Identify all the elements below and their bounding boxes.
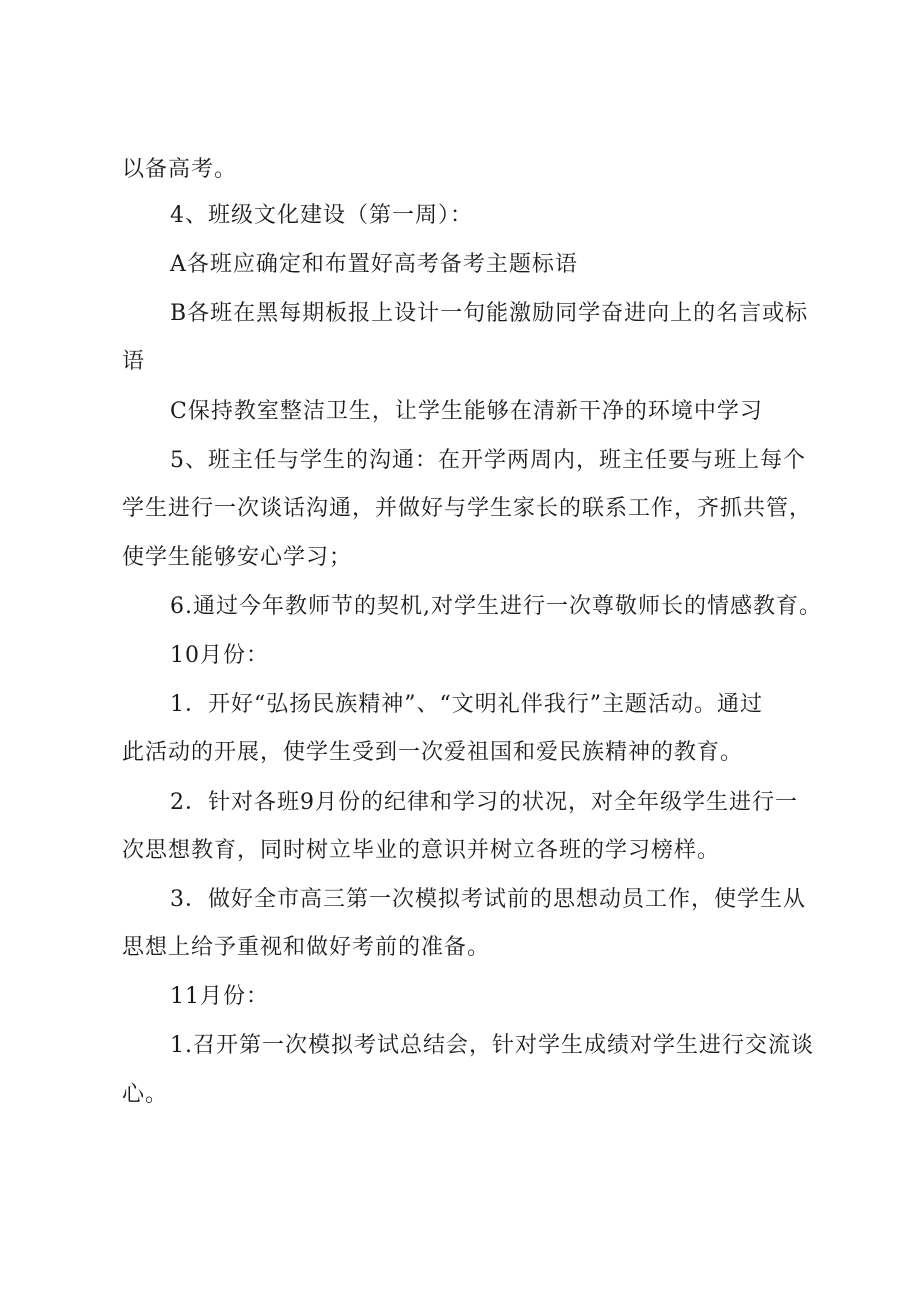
text-line: C保持教室整洁卫生，让学生能够在清新干净的环境中学习 <box>170 399 763 424</box>
text-line: 2．针对各班9月份的纪律和学习的状况，对全年级学生进行一 <box>170 790 798 815</box>
text-line: 1．开好“弘扬民族精神”、“文明礼伴我行”主题活动。通过 <box>170 692 763 717</box>
text-line: 此活动的开展，使学生受到一次爱祖国和爱民族精神的教育。 <box>122 740 744 765</box>
text-line: 5、班主任与学生的沟通：在开学两周内，班主任要与班上每个 <box>170 448 806 473</box>
text-line: A各班应确定和布置好高考备考主题标语 <box>170 252 578 277</box>
text-line: 以备高考。 <box>122 157 238 182</box>
text-line: 学生进行一次谈话沟通，并做好与学生家长的联系工作，齐抓共管， <box>122 496 813 521</box>
section-heading: 10月份： <box>170 643 269 668</box>
text-line: 心。 <box>122 1082 169 1107</box>
text-line: 使学生能够安心学习； <box>122 545 353 570</box>
text-line: 6.通过今年教师节的契机,对学生进行一次尊敬师长的情感教育。 <box>170 594 822 619</box>
text-line: B各班在黑每期板报上设计一句能激励同学奋进向上的名言或标 <box>170 301 809 326</box>
text-line: 语 <box>122 349 146 374</box>
text-line: 3．做好全市高三第一次模拟考试前的思想动员工作，使学生从 <box>170 887 806 912</box>
text-line: 次思想教育，同时树立毕业的意识并树立各班的学习榜样。 <box>122 838 721 863</box>
text-line: 4、班级文化建设（第一周）： <box>170 203 473 228</box>
text-line: 思想上给予重视和做好考前的准备。 <box>122 935 491 960</box>
section-heading: 11月份： <box>170 984 269 1009</box>
text-line: 1.召开第一次模拟考试总结会，针对学生成绩对学生进行交流谈 <box>170 1033 814 1058</box>
